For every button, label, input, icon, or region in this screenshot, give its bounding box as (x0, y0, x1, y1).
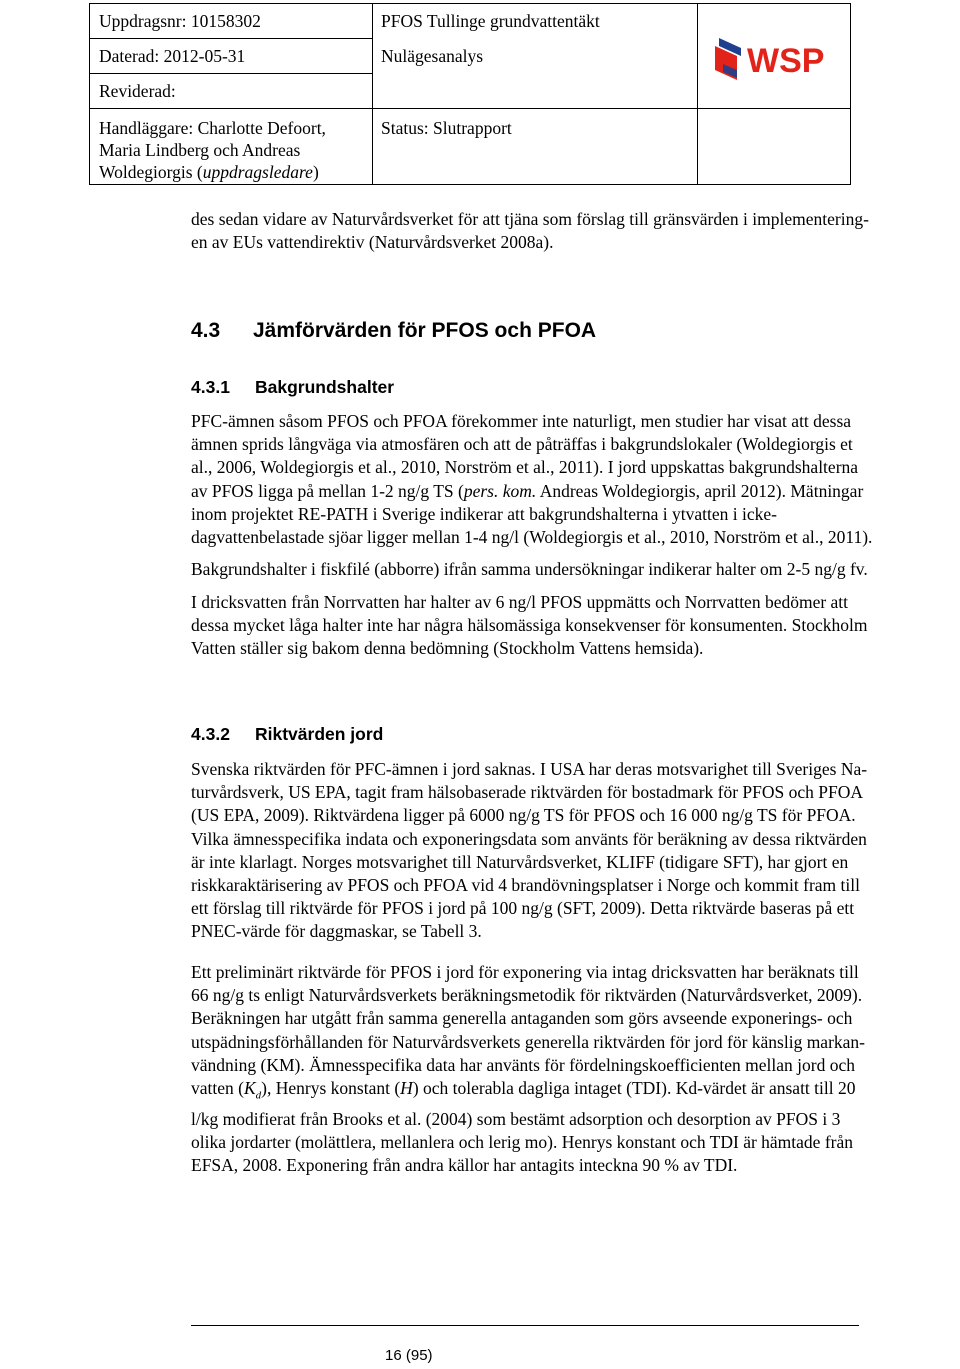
wsp-logo-mark (715, 38, 741, 80)
p5-line-6-start: vatten ( (191, 1078, 244, 1099)
henry-symbol: H (400, 1078, 413, 1099)
p4-line-3: (US EPA, 2009). Riktvärdena ligger på 6000 ng/g TS för PFOS och 16 000 ng/g TS för PFOA. (191, 805, 856, 826)
wsp-logo-text: WSP (747, 42, 825, 80)
p4-line-2: turvårdsverk, US EPA, tagit fram hälsobaserade riktvärden för bostadmark för PFOS och PFOA (191, 782, 864, 803)
section-heading-4-3-1 (191, 377, 394, 398)
subsection-title: Riktvärden jord (255, 724, 384, 744)
handlers-line-2: Maria Lindberg och Andreas (99, 140, 301, 160)
handlers-role: uppdragsledare (202, 162, 313, 182)
p1-line-4-start: av PFOS ligga på mellan 1-2 ng/g TS ( (191, 480, 464, 501)
handlers-name: Woldegiorgis ( (99, 162, 203, 182)
paragraph-fish (191, 558, 951, 581)
revised: Reviderad: (99, 81, 176, 101)
p1-line-4 (191, 480, 951, 503)
handlers-line-3 (99, 161, 326, 183)
header-row-status (372, 109, 697, 186)
header-row-date (90, 39, 372, 74)
p3-line-3: Vatten ställer sig bakom denna bedömning (Stockholm Vattens hemsida). (191, 638, 704, 659)
p5-line-1: Ett preliminärt riktvärde för PFOS i jord för exponering via intag dricksvatten har beräknats till (191, 962, 859, 982)
paragraph-drinking-water (191, 591, 951, 661)
subsection-number: 4.3.2 (191, 724, 230, 744)
logo-cell (697, 4, 850, 109)
kd-symbol: K (243, 1078, 256, 1099)
header-left-column (90, 4, 373, 184)
header-row-handlers (90, 109, 372, 186)
header-row-uppdragsnr (90, 4, 372, 39)
p1-line-2: ämnen sprids långväga via atmosfären och att de påträffas i bakgrundslokaler (Woldegiorgis et (191, 434, 853, 455)
section-title: Jämförvärden för PFOS och PFOA (253, 319, 597, 342)
section-heading-4-3-2 (191, 724, 383, 745)
p3-line-2: dessa mycket låga halter inte har några hälsomässiga konsekvenser för konsumenten. Stockholm (191, 615, 868, 636)
assignment-number: Uppdragsnr: 10158302 (99, 11, 261, 31)
p1-line-4-personal-comm: pers. kom. (463, 480, 537, 501)
intro-line-1: des sedan vidare av Naturvårdsverket för att tjäna som förslag till gränsvärden i implementering- (191, 209, 869, 229)
p5-line-9: EFSA, 2008. Exponering från andra källor har antagits inteckna 90 % av TDI. (191, 1155, 738, 1176)
p5-line-2: 66 ng/g ts enligt Naturvårdsverkets beräkningsmetodik för riktvärden (Naturvårdsverket, 2009). (191, 985, 863, 1006)
p5-line-4: utspädningsförhållanden för Naturvårdsverkets generella riktvärden för jord för känslig markan- (191, 1031, 865, 1052)
intro-line-2: en av EUs vattendirektiv (Naturvårdsverket 2008a). (191, 232, 554, 253)
header-logo-column (697, 4, 850, 184)
p5-line-6 (191, 1077, 951, 1108)
footer-divider (191, 1325, 859, 1326)
paragraph-background-levels (191, 410, 951, 549)
section-heading-4-3 (191, 319, 596, 343)
section-number: 4.3 (191, 319, 221, 342)
wsp-logo (711, 34, 841, 82)
subsection-number: 4.3.1 (191, 377, 230, 397)
handlers (99, 117, 326, 183)
p4-line-4: Vilka ämnesspecifika indata och exponeringsdata som använts för beräkning av dessa riktvärden (191, 828, 867, 849)
date: Daterad: 2012-05-31 (99, 46, 246, 66)
kd-subscript: d (255, 1089, 262, 1102)
p5-line-3: Beräkningen har utgått från samma generella antaganden som görs avseende exponerings- och (191, 1008, 853, 1029)
p3-line-1: I dricksvatten från Norrvatten har halter av 6 ng/l PFOS uppmätts och Norrvatten bedömer att (191, 592, 849, 612)
p1-line-1: PFC-ämnen såsom PFOS och PFOA förekommer inte naturligt, men studier har visat att dessa (191, 411, 852, 431)
p5-line-8: olika jordarter (molättlera, mellanlera och lerig mo). Henrys konstant och TDI är hämtade från (191, 1131, 853, 1152)
handlers-line-1: Handläggare: Charlotte Defoort, (99, 118, 326, 138)
status: Status: Slutrapport (381, 118, 512, 138)
header-row-subtitle (372, 39, 697, 109)
p5-line-6-mid: ), Henrys konstant ( (261, 1078, 401, 1099)
document-subtitle: Nulägesanalys (381, 46, 484, 66)
project-title: PFOS Tullinge grundvattentäkt (381, 11, 600, 31)
p4-line-5: är inte klarlagt. Norges motsvarighet till Naturvårdsverket, KLIFF (tidigare SFT), har gjort en (191, 851, 849, 872)
header-row-project (372, 4, 697, 39)
p1-line-6: dagvattenbelastade sjöar ligger mellan 1-4 ng/l (Woldegiorgis et al., 2010, Norström et al., 2011). (191, 527, 873, 548)
p4-line-7: ett förslag till riktvärde för PFOS i jord på 100 ng/g (SFT, 2009). Detta riktvärde baseras på ett (191, 898, 855, 919)
p5-line-6-end: ) och tolerabla dagliga intaget (TDI). Kd-värdet är ansatt till 20 (412, 1078, 856, 1099)
page-number: 16 (95) (385, 1347, 433, 1364)
p4-line-1: Svenska riktvärden för PFC-ämnen i jord saknas. I USA har deras motsvarighet till Sveriges Na- (191, 759, 868, 779)
p4-line-8: PNEC-värde för daggmaskar, se Tabell 3. (191, 921, 482, 942)
p1-line-3: al., 2006, Woldegiorgis et al., 2010, Norström et al., 2011). I jord uppskattas bakgrundshalterna (191, 457, 859, 478)
subsection-title: Bakgrundshalter (255, 377, 395, 397)
p4-line-6: riskkaraktärisering av PFOS och PFOA vid 4 brandövningsplatser i Norge och kommit fram till (191, 875, 860, 896)
document-header (89, 3, 851, 185)
header-row-revised (90, 74, 372, 109)
p1-line-4-end: Andreas Woldegiorgis, april 2012). Mätningar (536, 480, 864, 501)
intro-paragraph (191, 208, 951, 254)
paragraph-soil-guidelines (191, 758, 951, 944)
header-middle-column (372, 4, 698, 184)
p5-line-7: l/kg modifierat från Brooks et al. (2004) som bestämt adsorption och desorption av PFOS i 3 (191, 1108, 841, 1129)
p2-line-1: Bakgrundshalter i fiskfilé (abborre) ifrån samma undersökningar indikerar halter om 2-5 ng/g fv. (191, 559, 868, 579)
paragraph-preliminary-value (191, 961, 951, 1177)
p5-line-5: vändning (KM). Ämnesspecifika data har använts för fördelningskoefficienten mellan jord och (191, 1054, 855, 1075)
handlers-paren: ) (312, 162, 319, 182)
p1-line-5: inom projektet RE-PATH i Sverige indikerar att bakgrundshalterna i ytvatten i icke- (191, 503, 777, 524)
